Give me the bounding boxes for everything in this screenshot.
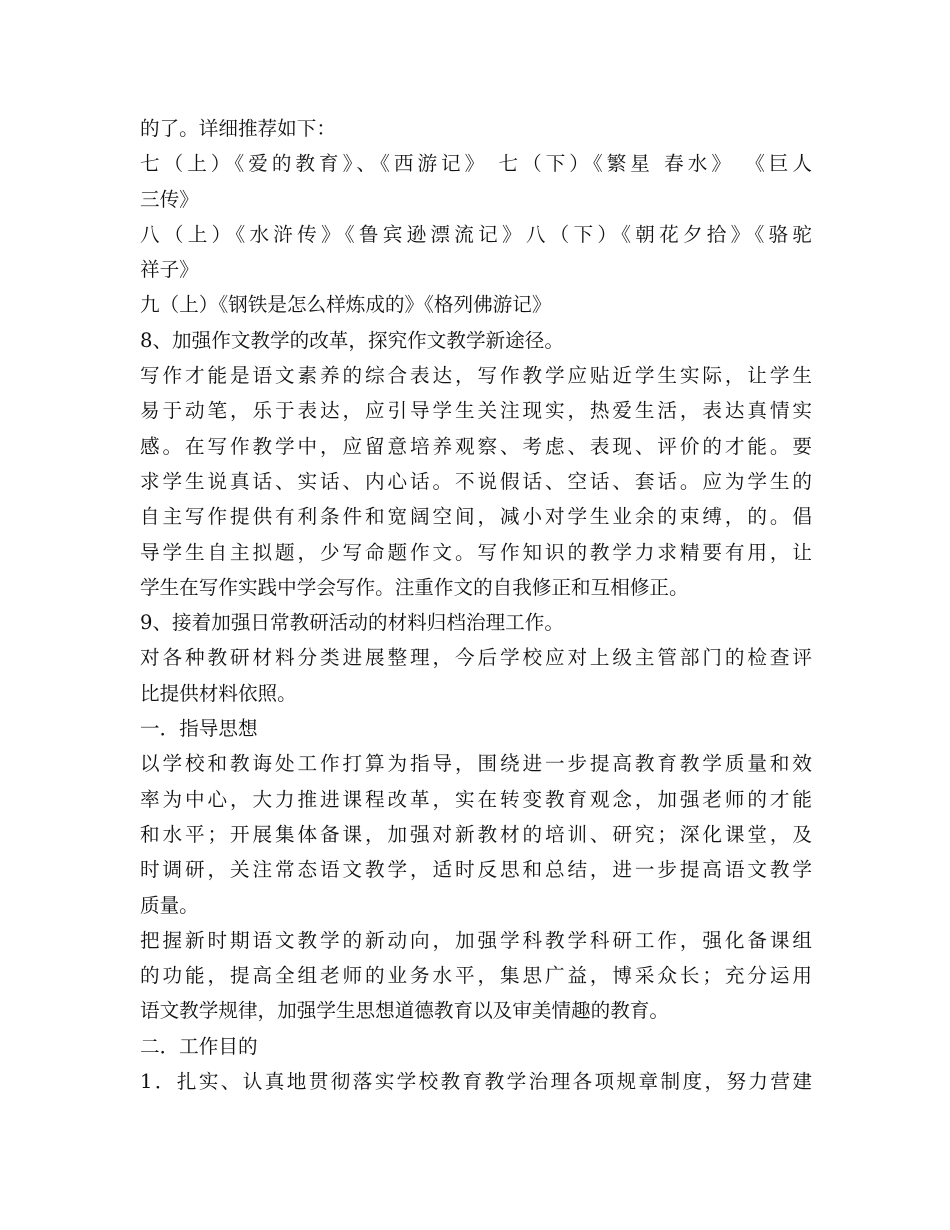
text-line: 易于动笔，乐于表达，应引导学生关注现实，热爱生活，表达真情实	[140, 399, 812, 423]
text-line: 率为中心，大力推进课程改革，实在转变教育观念，加强老师的才能	[140, 787, 812, 811]
text-line: 和水平；开展集体备课，加强对新教材的培训、研究；深化课堂，及	[140, 822, 812, 846]
section-heading: 一．指导思想	[140, 717, 258, 741]
text-line: 把握新时期语文教学的新动向，加强学科教学科研工作，强化备课组	[140, 928, 812, 952]
text-line: 语文教学规律，加强学生思想道德教育以及审美情趣的教育。	[140, 999, 670, 1023]
section-heading: 9、接着加强日常教研活动的材料归档治理工作。	[140, 611, 564, 635]
text-line: 九（上）《钢铁是怎么样炼成的》《格列佛游记》	[140, 293, 552, 317]
text-line: 比提供材料依照。	[140, 681, 297, 705]
text-line: 以学校和教诲处工作打算为指导，围绕进一步提高教育教学质量和效	[140, 752, 812, 776]
text-line: 1．扎实、认真地贯彻落实学校教育教学治理各项规章制度，努力营建	[140, 1070, 812, 1094]
text-line: 感。在写作教学中，应留意培养观察、考虑、表现、评价的才能。要	[140, 434, 812, 458]
text-line: 写作才能是语文素养的综合表达，写作教学应贴近学生实际，让学生	[140, 364, 812, 388]
text-line: 对各种教研材料分类进展整理，今后学校应对上级主管部门的检查评	[140, 646, 812, 670]
text-line: 质量。	[140, 893, 199, 917]
document-body	[140, 111, 812, 1099]
text-line: 的了。详细推荐如下：	[140, 117, 336, 140]
text-line: 导学生自主拟题，少写命题作文。写作知识的教学力求精要有用，让	[140, 540, 812, 564]
section-heading: 8、加强作文教学的改革，探究作文教学新途径。	[140, 328, 564, 352]
text-line: 祥子》	[140, 258, 199, 282]
text-line: 自主写作提供有利条件和宽阔空间，减小对学生业余的束缚，的。倡	[140, 505, 812, 529]
section-heading: 二．工作目的	[140, 1034, 258, 1058]
text-line: 八（上）《水浒传》《鲁宾逊漂流记》八（下）《朝花夕拾》《骆驼	[140, 222, 812, 246]
text-line: 时调研，关注常态语文教学，适时反思和总结，进一步提高语文教学	[140, 858, 812, 882]
text-line: 学生在写作实践中学会写作。注重作文的自我修正和互相修正。	[140, 575, 689, 599]
text-line: 七（上）《爱的教育》、《西游记》 七（下）《繁星 春水》 《巨人	[140, 152, 812, 176]
text-line: 求学生说真话、实话、内心话。不说假话、空话、套话。应为学生的	[140, 469, 812, 493]
text-line: 三传》	[140, 187, 199, 211]
text-line: 的功能，提高全组老师的业务水平，集思广益，博采众长；充分运用	[140, 964, 812, 988]
